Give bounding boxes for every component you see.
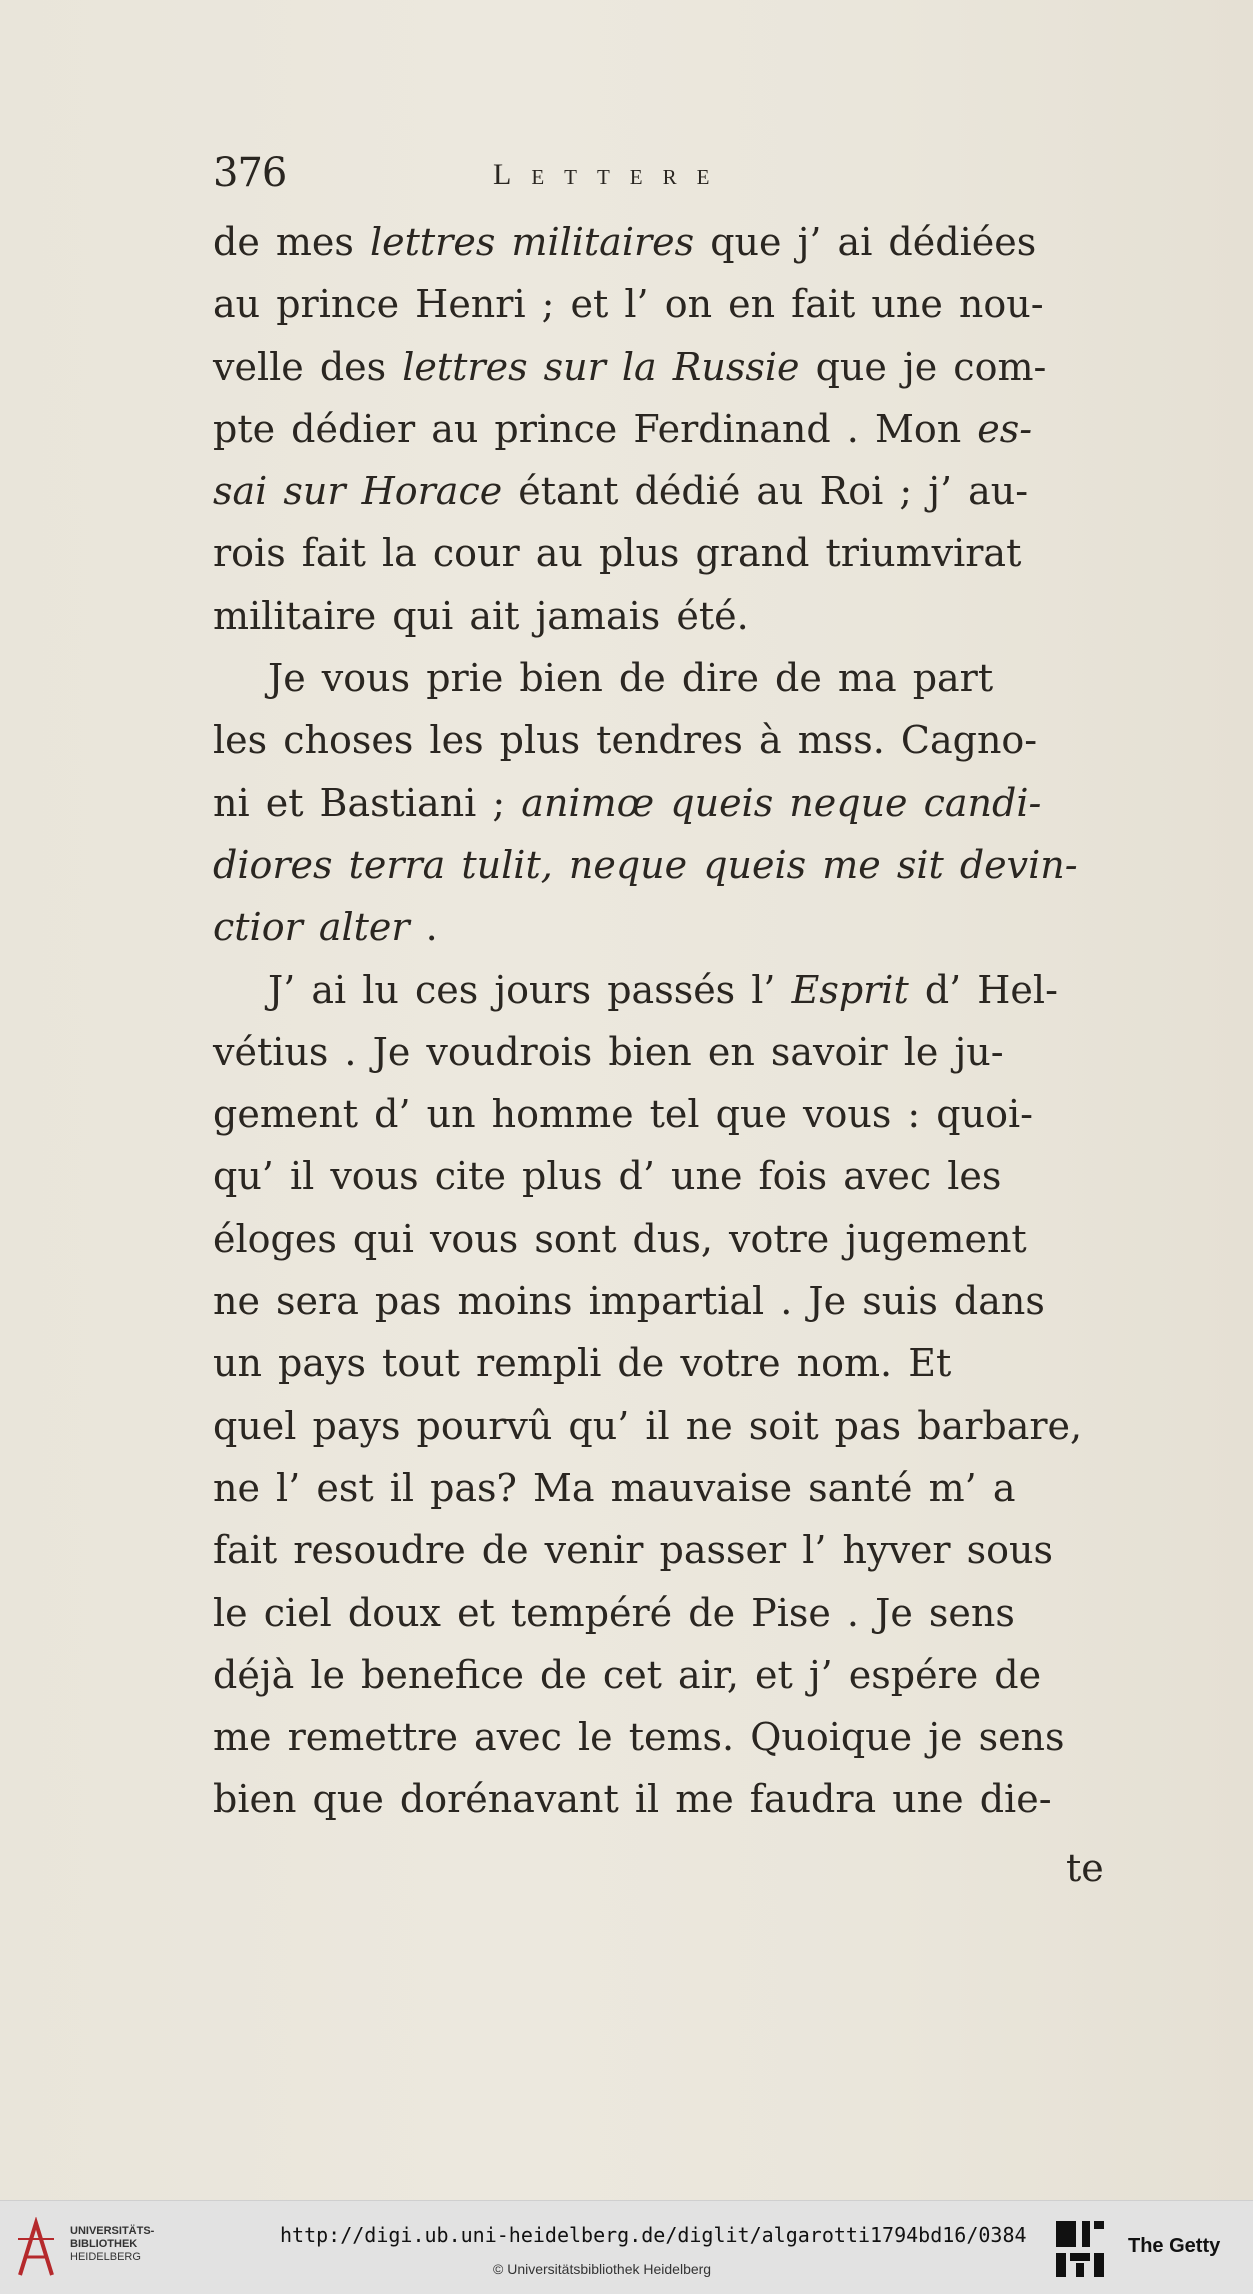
italic-text: ctior alter <box>213 905 410 950</box>
text-segment: déjà le benefice de cet air, et j’ espére de <box>213 1652 1042 1697</box>
text-segment: Je vous prie bien de dire de ma part <box>268 656 994 701</box>
italic-text: es- <box>977 406 1033 451</box>
text-line <box>213 1395 1163 1457</box>
text-line <box>213 896 1163 958</box>
italic-text: lettres sur la Russie <box>402 344 800 389</box>
text-segment: un pays tout rempli de votre nom. Et <box>213 1341 952 1386</box>
text-line <box>213 709 1163 771</box>
text-segment: quel pays pourvû qu’ il ne soit pas barbare, <box>213 1403 1083 1448</box>
text-line <box>213 1145 1163 1207</box>
text-segment: étant dédié au Roi ; j’ au- <box>502 469 1029 514</box>
text-segment: rois fait la cour au plus grand triumvirat <box>213 531 1022 576</box>
text-line <box>213 1332 1163 1394</box>
logo-line: BIBLIOTHEK <box>70 2238 138 2250</box>
footer-bar <box>0 2200 1253 2294</box>
university-library-name <box>70 2225 154 2264</box>
text-segment: J’ ai lu ces jours passés l’ <box>268 967 792 1012</box>
text-segment: gement d’ un homme tel que vous : quoi- <box>213 1092 1033 1137</box>
text-line <box>213 1457 1163 1519</box>
text-line <box>213 647 1163 709</box>
text-line <box>213 1768 1163 1830</box>
text-segment: que j’ ai dédiées <box>694 220 1037 264</box>
text-line <box>213 1021 1163 1083</box>
partner-name: The Getty <box>1128 2235 1221 2257</box>
text-segment: éloges qui vous sont dus, votre jugement <box>213 1216 1027 1261</box>
text-segment: les choses les plus tendres à mss. Cagno- <box>213 718 1038 763</box>
text-segment: d’ Hel- <box>908 967 1058 1012</box>
text-line <box>213 1582 1163 1644</box>
italic-text: diores terra tulit, neque queis me sit devin- <box>213 842 1078 887</box>
italic-text: animœ queis neque candi- <box>521 780 1042 825</box>
logo-line: UNIVERSITÄTS- <box>70 2225 155 2237</box>
page-header <box>213 150 1063 200</box>
text-segment: pte dédier au prince Ferdinand . Mon <box>213 406 978 451</box>
text-segment: le ciel doux et tempéré de Pise . Je sens <box>213 1590 1015 1635</box>
copyright-notice: © Universitätsbibliothek Heidelberg <box>493 2261 712 2277</box>
text-line <box>213 211 1163 273</box>
text-segment: au prince Henri ; et l’ on en fait une nou- <box>213 282 1044 327</box>
text-segment: qu’ il vous cite plus d’ une fois avec les <box>213 1154 1002 1199</box>
text-segment: de mes <box>213 220 370 264</box>
logo-line: HEIDELBERG <box>70 2251 141 2263</box>
text-segment: vétius . Je voudrois bien en savoir le ju- <box>213 1029 1004 1074</box>
text-line <box>213 1706 1163 1768</box>
text-line <box>213 1083 1163 1145</box>
page-number: 376 <box>213 150 287 196</box>
text-segment: bien que dorénavant il me faudra une die- <box>213 1777 1052 1822</box>
permalink-url[interactable]: http://digi.ub.uni-heidelberg.de/diglit/algarotti1794bd16/0384 <box>280 2223 1027 2247</box>
text-segment: ne sera pas moins impartial . Je suis dans <box>213 1279 1045 1324</box>
text-line <box>213 772 1163 834</box>
catchword: te <box>1066 1846 1104 1890</box>
text-line <box>213 834 1163 896</box>
italic-text: lettres militaires <box>370 220 695 264</box>
text-segment: que je com- <box>799 344 1047 389</box>
text-line <box>213 1644 1163 1706</box>
text-segment: ne l’ est il pas? Ma mauvaise santé m’ a <box>213 1465 1016 1510</box>
text-segment: ni et Bastiani ; <box>213 780 522 825</box>
running-title: Lettere <box>493 158 730 191</box>
text-line <box>213 522 1163 584</box>
text-line <box>213 398 1163 460</box>
italic-text: sai sur Horace <box>213 469 503 514</box>
text-segment: fait resoudre de venir passer l’ hyver sous <box>213 1528 1054 1573</box>
italic-text: Esprit <box>791 967 909 1012</box>
text-line <box>213 460 1163 522</box>
text-line <box>213 1519 1163 1581</box>
text-line <box>213 1208 1163 1270</box>
text-line <box>213 1270 1163 1332</box>
body-text <box>213 211 1163 1831</box>
text-line <box>213 585 1163 647</box>
university-library-logo-icon <box>14 2217 58 2279</box>
text-segment: . <box>409 905 438 950</box>
text-segment: me remettre avec le tems. Quoique je sens <box>213 1715 1065 1760</box>
text-line <box>213 959 1163 1021</box>
text-segment: militaire qui ait jamais été. <box>213 593 749 638</box>
text-line <box>213 336 1163 398</box>
getty-logo-icon <box>1054 2219 1106 2279</box>
text-segment: velle des <box>213 344 403 389</box>
text-line <box>213 273 1163 335</box>
